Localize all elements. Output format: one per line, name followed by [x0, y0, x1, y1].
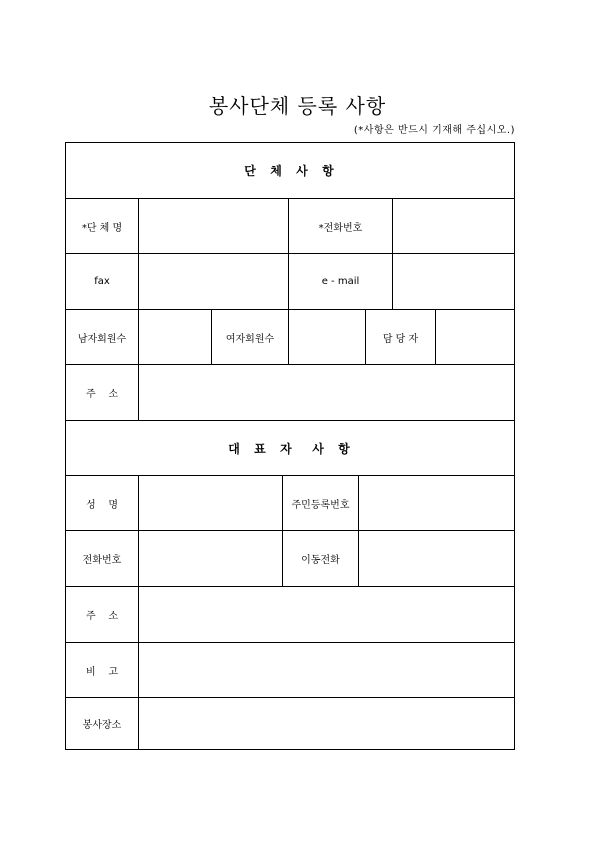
group-name-field[interactable] [139, 199, 289, 253]
service-place-label: 봉사장소 [66, 698, 139, 749]
registration-form [65, 142, 515, 750]
fax-label: fax [66, 254, 139, 309]
group-phone-label: *전화번호 [289, 199, 393, 253]
representative-section-header-row [66, 421, 514, 476]
group-address-row [66, 365, 514, 421]
mobile-label: 이동전화 [283, 531, 359, 586]
group-address-field[interactable] [139, 365, 514, 420]
rep-name-label: 성 명 [66, 476, 139, 530]
manager-field[interactable] [436, 310, 514, 364]
rep-phone-row [66, 531, 514, 587]
representative-section-header: 대 표 자 사 항 [228, 441, 352, 456]
rep-phone-label: 전화번호 [66, 531, 139, 586]
rep-name-field[interactable] [139, 476, 283, 530]
group-phone-field[interactable] [393, 199, 514, 253]
document-title: 봉사단체 등록 사항 [208, 94, 387, 118]
resident-number-field[interactable] [359, 476, 514, 530]
group-section-header-row [66, 143, 514, 199]
manager-label: 담 당 자 [366, 310, 436, 364]
rep-name-row [66, 476, 514, 531]
email-label: e - mail [289, 254, 393, 309]
email-field[interactable] [393, 254, 514, 309]
mobile-field[interactable] [359, 531, 514, 586]
rep-address-label: 주 소 [66, 587, 139, 642]
members-row [66, 310, 514, 365]
service-place-field[interactable] [139, 698, 514, 749]
remarks-field[interactable] [139, 643, 514, 697]
group-name-label: *단 체 명 [66, 199, 139, 253]
rep-address-row [66, 587, 514, 643]
remarks-label: 비 고 [66, 643, 139, 697]
remarks-row [66, 643, 514, 698]
male-members-label: 남자회원수 [66, 310, 139, 364]
rep-phone-field[interactable] [139, 531, 283, 586]
fax-email-row [66, 254, 514, 310]
female-members-field[interactable] [289, 310, 366, 364]
group-address-label: 주 소 [66, 365, 139, 420]
service-place-row [66, 698, 514, 749]
male-members-field[interactable] [139, 310, 212, 364]
group-name-row [66, 199, 514, 254]
resident-number-label: 주민등록번호 [283, 476, 359, 530]
female-members-label: 여자회원수 [212, 310, 289, 364]
fax-field[interactable] [139, 254, 289, 309]
group-section-header: 단 체 사 항 [244, 164, 336, 178]
rep-address-field[interactable] [139, 587, 514, 642]
required-note: (*사항은 반드시 기재해 주십시오.) [353, 125, 515, 136]
